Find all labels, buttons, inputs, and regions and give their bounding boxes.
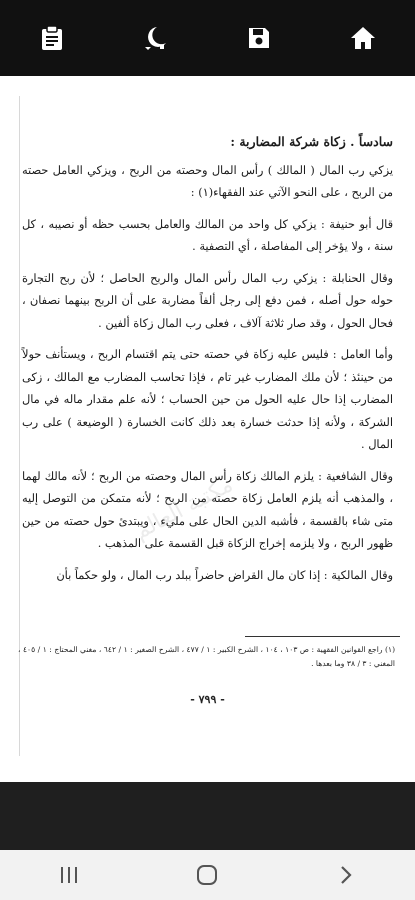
home-button[interactable] — [177, 855, 237, 895]
system-navigation-bar — [0, 850, 415, 900]
clipboard-icon — [41, 25, 63, 51]
home-icon — [350, 26, 376, 50]
section-heading: سادساً . زكاة شركة المضاربة : — [230, 134, 393, 149]
home-circle-icon — [196, 864, 218, 886]
paragraph: قال أبو حنيفة : يزكي كل واحد من المالك والعامل بحسب حظه أو نصيبه ، كل سنة ، ولا يؤخر إلى المفاصلة ، أي التصفية . — [22, 217, 393, 253]
paragraph: يزكي رب المال ( المالك ) رأس المال وحصته من الربح ، ويزكي العامل حصته من الربح ، على النحو الآتي عند الفقهاء(١) : — [22, 163, 393, 199]
page-text — [22, 131, 393, 596]
footnote-divider — [245, 636, 400, 637]
night-mode-button[interactable] — [131, 13, 181, 63]
paragraph: وأما العامل : فليس عليه زكاة في حصته حتى يتم اقتسام الربح ، ويستأنف حولاً من حينئذ ؛ لأن ملك المضارب غير تام ، فإذا تحاسب المضارب مع المالك ، زكى المضارب إذا حال عليه الحول من حين الحساب ؛ لأنه علم مقدار ماله في مال الشركة ، ولأنه إذا حدثت خسارة بعد ذلك كانت الخسارة ( الوضيعة ) على رب المال . — [22, 348, 393, 451]
recent-apps-icon — [59, 866, 79, 884]
save-icon — [247, 26, 271, 50]
save-button[interactable] — [234, 13, 284, 63]
watermark: مكتبة العالم — [130, 472, 238, 545]
bottom-dark-area — [0, 782, 415, 850]
footnote: (١) راجع القوانين الفقهية : ص ١٠٣ ، ١٠٤ ، الشرح الكبير : ١ / ٤٧٧ ، الشرح الصغير : ١ / ٦٤٢ ، مغني المحتاج : ١ / ٤٠٥ ، المغني : ٣ / ٣٨ وما بعدها . — [18, 645, 396, 668]
book-page[interactable] — [0, 76, 415, 782]
recent-apps-button[interactable] — [39, 855, 99, 895]
paragraph: وقال المالكية : إذا كان مال القراض حاضراً ببلد رب المال ، ولو حكماً بأن — [56, 568, 393, 582]
night-mode-icon — [142, 25, 170, 51]
page-number: - ٧٩٩ - — [190, 693, 225, 706]
home-button-toolbar[interactable] — [338, 13, 388, 63]
chevron-right-icon — [339, 865, 353, 885]
back-button[interactable] — [316, 855, 376, 895]
top-toolbar — [0, 0, 415, 76]
clipboard-button[interactable] — [27, 13, 77, 63]
paragraph: وقال الشافعية : يلزم المالك زكاة رأس المال وحصته من الربح ؛ لأنه مالك لهما ، والمذهب أنه يلزم العامل زكاة حصته من الربح ؛ لأنه متمكن من التوصل إليه متى شاء بالقسمة ، فأشبه الدين الحال على مليء ، ويبتدئ حول حصته من حين ظهور الربح ، ولا يلزمه إخراج الزكاة قبل القسمة على المذهب . — [22, 469, 393, 550]
paragraph: وقال الحنابلة : يزكي رب المال رأس المال والربح الحاصل ؛ لأن ربح التجارة حوله حول أصله ، فمن دفع إلى رجل ألفاً مضاربة على أن الربح بينهما نصفان ، فحال الحول ، وقد صار ثلاثة آلاف ، فعلى رب المال زكاة ألفين . — [22, 271, 393, 330]
